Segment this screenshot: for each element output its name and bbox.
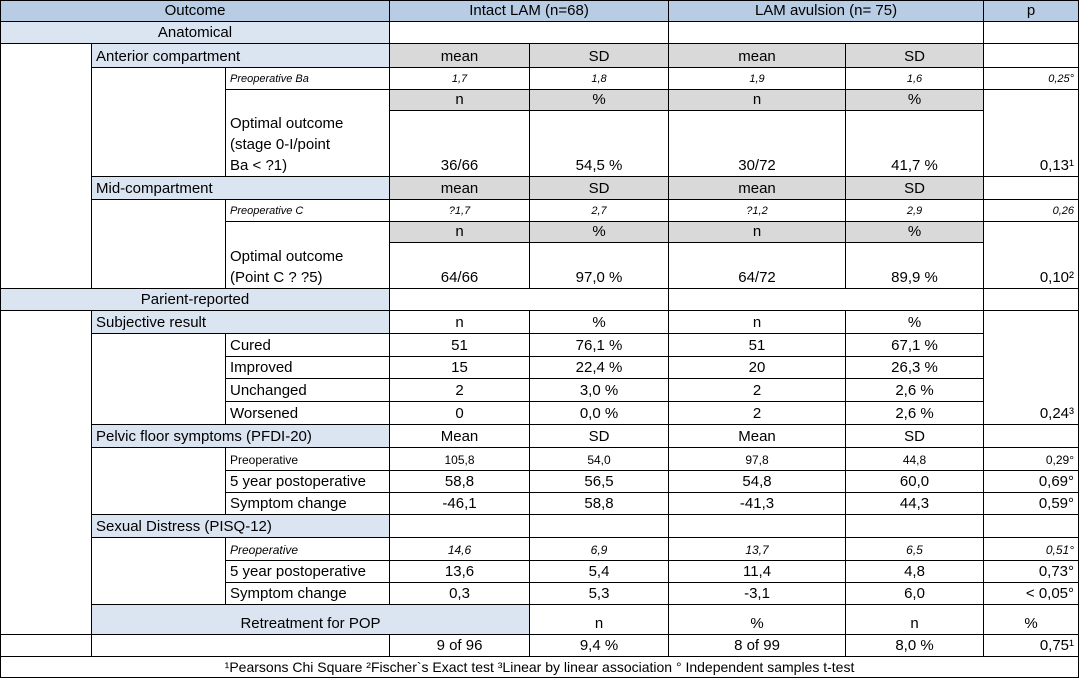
row-retreatment-values [1, 635, 1079, 657]
row-preoperative-ba [1, 68, 1079, 90]
cell-value: 8 of 99 [669, 635, 846, 657]
row-pisq-preoperative [1, 538, 1079, 561]
stat-header: SD [530, 177, 669, 200]
cell-value: 89,9 % [846, 243, 984, 289]
row-label: Preoperative Ba [226, 68, 390, 90]
cell-value: 13,7 [669, 538, 846, 561]
cell-value: 30/72 [669, 111, 846, 177]
cell-value: 5,3 [530, 583, 669, 605]
row-pfdi-preoperative [1, 448, 1079, 471]
p-value: 0,75¹ [984, 635, 1079, 657]
cell-value: 1,9 [669, 68, 846, 90]
header-row [1, 1, 1079, 22]
cell-value: 41,7 % [846, 111, 984, 177]
cell-value: 67,1 % [846, 334, 984, 357]
stat-header: mean [390, 177, 530, 200]
cell-value: 54,8 [669, 471, 846, 493]
indent-cell [92, 448, 226, 515]
stat-header: % [846, 311, 984, 334]
stat-header: % [984, 605, 1079, 635]
count-header: % [530, 222, 669, 243]
count-header: n [390, 90, 530, 111]
cell-value: 97,8 [669, 448, 846, 471]
stat-header: SD [530, 44, 669, 68]
cell-value: 15 [390, 357, 530, 379]
cell-value: 6,0 [846, 583, 984, 605]
cell-value: 51 [669, 334, 846, 357]
p-value: 0,25° [984, 68, 1079, 90]
label-line: (stage 0-I/point [230, 136, 331, 153]
cell-value: 56,5 [530, 471, 669, 493]
stat-header: mean [669, 177, 846, 200]
cell-value: 26,3 % [846, 357, 984, 379]
stat-header: n [846, 605, 984, 635]
cell-value: -3,1 [669, 583, 846, 605]
label-line: Optimal outcome [230, 115, 344, 132]
stat-header: n [390, 311, 530, 334]
row-label: Cured [226, 334, 390, 357]
p-value: 0,26 [984, 200, 1079, 222]
count-header: n [390, 222, 530, 243]
row-label: Preoperative [226, 448, 390, 471]
cell-value: -46,1 [390, 493, 530, 515]
cell-value: 4,8 [846, 561, 984, 583]
row-label: 5 year postoperative [226, 471, 390, 493]
cell-value: 8,0 % [846, 635, 984, 657]
cell-value: 64/66 [390, 243, 530, 289]
cell-value: 76,1 % [530, 334, 669, 357]
p-value [984, 357, 1079, 379]
cell-value: 11,4 [669, 561, 846, 583]
cell-value: 64/72 [669, 243, 846, 289]
section-patient-reported: Parient-reported [1, 289, 390, 311]
cell-value: 58,8 [390, 471, 530, 493]
row-label: Preoperative [226, 538, 390, 561]
indent-cell [92, 334, 226, 425]
section-row-patient-reported [1, 289, 1079, 311]
row-label: Worsened [226, 402, 390, 425]
header-outcome: Outcome [1, 1, 390, 22]
count-header: % [846, 222, 984, 243]
subsection-mid-compartment: Mid-compartment [92, 177, 390, 200]
stat-header: Mean [390, 425, 530, 448]
cell-value: 6,5 [846, 538, 984, 561]
p-value: < 0,05° [984, 583, 1079, 605]
cell-value: ?1,7 [390, 200, 530, 222]
indent-cell [92, 200, 226, 289]
stat-header: mean [390, 44, 530, 68]
count-header: % [846, 90, 984, 111]
p-value: 0,59° [984, 493, 1079, 515]
cell-value: 0,0 % [530, 402, 669, 425]
cell-value: 44,3 [846, 493, 984, 515]
subsection-row-anterior [1, 44, 1079, 68]
footnote-row [1, 657, 1079, 678]
cell-value: -41,3 [669, 493, 846, 515]
subsection-anterior-compartment: Anterior compartment [92, 44, 390, 68]
p-value: 0,51° [984, 538, 1079, 561]
header-p: p [984, 1, 1079, 22]
stat-header: % [530, 311, 669, 334]
subsection-row-pisq [1, 515, 1079, 538]
count-header: n [669, 222, 846, 243]
count-header: n [669, 90, 846, 111]
cell-value: 2,7 [530, 200, 669, 222]
cell-value: 2,9 [846, 200, 984, 222]
p-value: 0,24³ [984, 402, 1079, 425]
stat-header: Mean [669, 425, 846, 448]
row-preoperative-c [1, 200, 1079, 222]
subsection-row-subjective [1, 311, 1079, 334]
indent-cell [92, 538, 226, 605]
indent-cell [1, 311, 92, 635]
stat-header: n [669, 311, 846, 334]
cell-value: 51 [390, 334, 530, 357]
cell-value: 9,4 % [530, 635, 669, 657]
row-label [226, 243, 390, 289]
cell-value: 97,0 % [530, 243, 669, 289]
cell-value: 60,0 [846, 471, 984, 493]
stat-header: SD [530, 425, 669, 448]
row-label: Improved [226, 357, 390, 379]
stat-header: SD [846, 177, 984, 200]
subsection-subjective-result: Subjective result [92, 311, 390, 334]
subsection-sexual-distress: Sexual Distress (PISQ-12) [92, 515, 390, 538]
footnote: ¹Pearsons Chi Square ²Fischer`s Exact test ³Linear by linear association ° Independent samples t-test [1, 657, 1079, 678]
label-line: (Point C ? ?5) [230, 269, 323, 286]
p-value: 0,73° [984, 561, 1079, 583]
stat-header: SD [846, 44, 984, 68]
cell-value: 6,9 [530, 538, 669, 561]
cell-value: 1,6 [846, 68, 984, 90]
count-header: % [530, 90, 669, 111]
indent-cell [1, 200, 92, 289]
cell-value: ?1,2 [669, 200, 846, 222]
cell-value: 0 [390, 402, 530, 425]
label-line: Ba < ?1) [230, 157, 288, 174]
cell-value: 54,5 % [530, 111, 669, 177]
cell-value: 2 [669, 402, 846, 425]
section-row-anatomical [1, 22, 1079, 44]
header-intact-lam: Intact LAM (n=68) [390, 1, 669, 22]
cell-value: 1,8 [530, 68, 669, 90]
subsection-row-pfdi [1, 425, 1079, 448]
cell-value: 0,3 [390, 583, 530, 605]
cell-value: 44,8 [846, 448, 984, 471]
stat-header: SD [846, 425, 984, 448]
section-retreatment: Retreatment for POP [92, 605, 530, 635]
cell-value: 14,6 [390, 538, 530, 561]
stat-header: % [669, 605, 846, 635]
p-value: 0,13¹ [984, 111, 1079, 177]
p-value [984, 379, 1079, 402]
cell-value: 2 [390, 379, 530, 402]
subsection-pelvic-floor-symptoms: Pelvic floor symptoms (PFDI-20) [92, 425, 390, 448]
indent-cell [92, 68, 226, 177]
cell-value: 9 of 96 [390, 635, 530, 657]
p-value: 0,69° [984, 471, 1079, 493]
cell-value: 2 [669, 379, 846, 402]
label-line: Optimal outcome [230, 248, 344, 265]
cell-value: 1,7 [390, 68, 530, 90]
cell-value: 22,4 % [530, 357, 669, 379]
row-label [226, 111, 390, 177]
row-label: Preoperative C [226, 200, 390, 222]
cell-value: 5,4 [530, 561, 669, 583]
row-label: Symptom change [226, 583, 390, 605]
cell-value: 36/66 [390, 111, 530, 177]
cell-value: 105,8 [390, 448, 530, 471]
row-label: Unchanged [226, 379, 390, 402]
section-anatomical: Anatomical [1, 22, 390, 44]
p-value: 0,29° [984, 448, 1079, 471]
cell-value: 54,0 [530, 448, 669, 471]
cell-value: 58,8 [530, 493, 669, 515]
indent-cell [1, 44, 92, 200]
cell-value: 2,6 % [846, 379, 984, 402]
p-value: 0,10² [984, 243, 1079, 289]
row-label: Symptom change [226, 493, 390, 515]
header-lam-avulsion: LAM avulsion (n= 75) [669, 1, 984, 22]
row-label: 5 year postoperative [226, 561, 390, 583]
cell-value: 3,0 % [530, 379, 669, 402]
stat-header: mean [669, 44, 846, 68]
cell-value: 2,6 % [846, 402, 984, 425]
stat-header: n [530, 605, 669, 635]
cell-value: 13,6 [390, 561, 530, 583]
row-cured [1, 334, 1079, 357]
subsection-row-mid [1, 177, 1079, 200]
p-value [984, 334, 1079, 357]
section-row-retreatment [1, 605, 1079, 635]
cell-value: 20 [669, 357, 846, 379]
